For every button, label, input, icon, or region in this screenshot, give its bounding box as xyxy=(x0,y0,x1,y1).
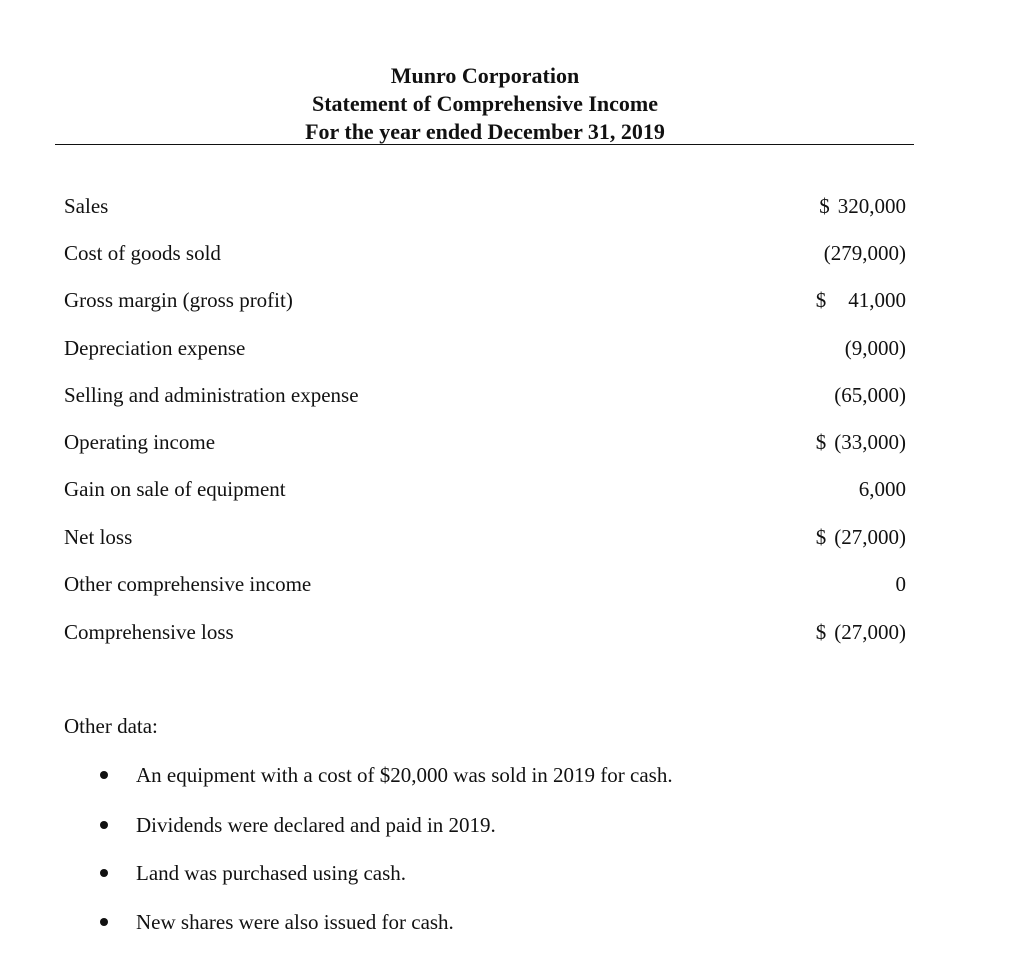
line-amount xyxy=(834,380,906,410)
currency-symbol: $ xyxy=(815,430,827,454)
bullet-icon xyxy=(100,869,108,877)
amount-value: (27,000) xyxy=(834,525,906,549)
line-label: Sales xyxy=(64,194,109,218)
other-data-item xyxy=(100,760,800,790)
line-net-loss xyxy=(64,522,906,552)
line-label: Selling and administration expense xyxy=(64,383,359,407)
line-gross-margin xyxy=(64,285,906,315)
line-label: Cost of goods sold xyxy=(64,241,221,265)
other-data-title: Other data: xyxy=(64,714,158,738)
line-amount xyxy=(815,427,906,457)
line-amount xyxy=(845,333,906,363)
other-data-text: An equipment with a cost of $20,000 was sold in 2019 for cash. xyxy=(136,763,673,787)
line-label: Net loss xyxy=(64,525,133,549)
line-amount xyxy=(859,474,906,504)
statement-title: Statement of Comprehensive Income xyxy=(311,91,659,116)
line-amount xyxy=(815,617,906,647)
bullet-icon xyxy=(100,918,108,926)
line-operating-income xyxy=(64,427,906,457)
line-amount xyxy=(896,569,907,599)
line-other-comprehensive-income xyxy=(64,569,906,599)
currency-symbol: $ xyxy=(815,288,827,312)
line-comprehensive-loss xyxy=(64,617,906,647)
currency-symbol: $ xyxy=(815,525,827,549)
currency-symbol: $ xyxy=(819,194,830,218)
amount-value: (33,000) xyxy=(834,430,906,454)
line-gain-on-sale xyxy=(64,474,906,504)
currency-symbol: $ xyxy=(815,620,827,644)
other-data-item xyxy=(100,907,800,937)
bullet-icon xyxy=(100,821,108,829)
header-rule xyxy=(55,144,914,145)
other-data-text: Land was purchased using cash. xyxy=(136,861,407,885)
amount-value: 0 xyxy=(895,572,906,596)
line-selling-admin-expense xyxy=(64,380,906,410)
amount-value: (27,000) xyxy=(834,620,906,644)
statement-header xyxy=(0,62,970,146)
amount-value: (65,000) xyxy=(834,383,906,407)
line-label: Operating income xyxy=(64,430,216,454)
line-amount xyxy=(819,191,906,221)
line-cost-of-goods-sold xyxy=(64,238,906,268)
line-amount xyxy=(815,522,906,552)
line-label: Comprehensive loss xyxy=(64,620,234,644)
statement-period: For the year ended December 31, 2019 xyxy=(305,119,665,144)
amount-value: 6,000 xyxy=(858,477,906,501)
line-label: Other comprehensive income xyxy=(64,572,312,596)
line-amount xyxy=(815,285,906,315)
bullet-icon xyxy=(100,771,108,779)
other-data-text: New shares were also issued for cash. xyxy=(136,910,454,934)
line-sales xyxy=(64,191,906,221)
amount-value: (279,000) xyxy=(823,241,906,265)
other-data-item xyxy=(100,810,800,840)
company-name: Munro Corporation xyxy=(390,63,580,88)
other-data-item xyxy=(100,858,800,888)
amount-value: 320,000 xyxy=(837,194,906,218)
amount-value: (9,000) xyxy=(844,336,906,360)
line-depreciation-expense xyxy=(64,333,906,363)
amount-value: 41,000 xyxy=(848,288,906,312)
line-label: Depreciation expense xyxy=(64,336,246,360)
other-data-text: Dividends were declared and paid in 2019. xyxy=(136,813,496,837)
line-amount xyxy=(824,238,906,268)
line-label: Gain on sale of equipment xyxy=(64,477,286,501)
line-label: Gross margin (gross profit) xyxy=(64,288,293,312)
